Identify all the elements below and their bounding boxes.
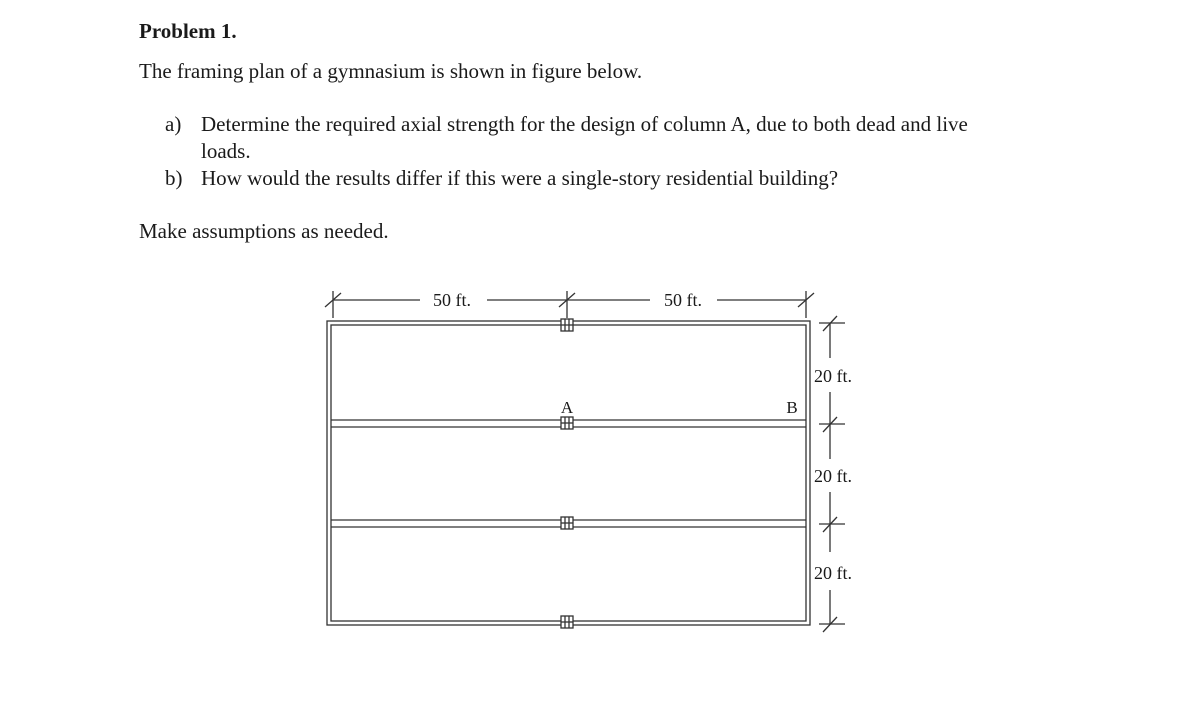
bay-label-3: 20 ft. — [814, 563, 852, 583]
building-outline — [327, 321, 810, 625]
question-a-text: Determine the required axial strength for the design of column A, due to both dead and live — [201, 112, 968, 136]
assumption-note: Make assumptions as needed. — [139, 219, 389, 243]
question-b-label: b) — [165, 166, 183, 190]
problem-title: Problem 1. — [139, 19, 237, 43]
bay-label-2: 20 ft. — [814, 466, 852, 486]
problem-intro: The framing plan of a gymnasium is shown in figure below. — [139, 59, 643, 83]
question-a-label: a) — [165, 112, 182, 136]
question-a-text-continued: loads. — [201, 139, 251, 163]
span-label-left: 50 ft. — [433, 290, 471, 310]
middle-columns — [561, 319, 573, 628]
column-a-label: A — [560, 398, 574, 417]
interior-girders — [331, 420, 806, 527]
bay-label-1: 20 ft. — [814, 366, 852, 386]
top-dimension-line — [325, 291, 814, 318]
column-b-label: B — [786, 398, 798, 417]
question-b-text: How would the results differ if this were a single-story residential building? — [201, 166, 839, 190]
span-label-right: 50 ft. — [664, 290, 702, 310]
